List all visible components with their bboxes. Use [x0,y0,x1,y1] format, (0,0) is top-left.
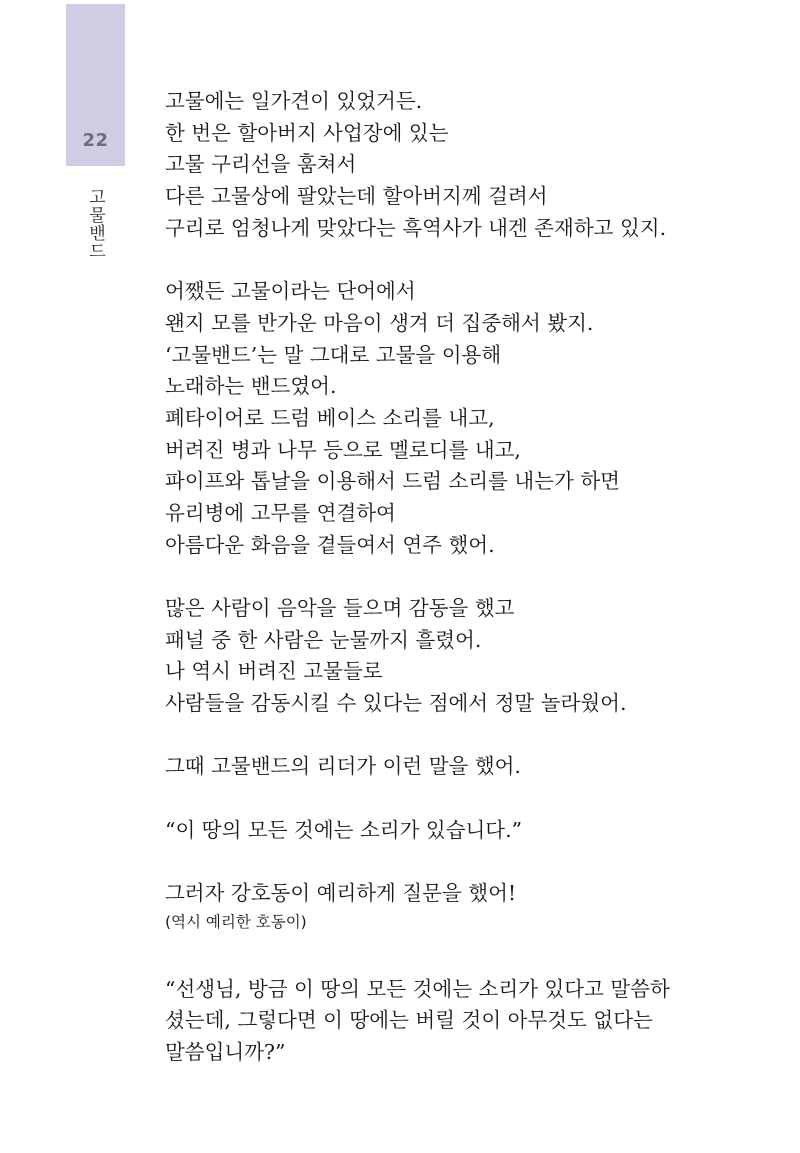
paragraph-gap [165,847,725,879]
text-line: 폐타이어로 드럼 베이스 소리를 내고, [165,405,495,430]
text-line: 왠지 모를 반가운 마음이 생겨 더 집중해서 봤지. [165,310,594,335]
aside-note: (역시 예리한 호동이) [165,912,307,931]
paragraph-gap [165,783,725,815]
text-line: 나 역시 버려진 고물들로 [165,659,383,684]
text-line: 패널 중 한 사람은 눈물까지 흘렸어. [165,627,482,652]
page-number: 22 [82,130,109,151]
text-line: 그때 고물밴드의 리더가 이런 말을 했어. [165,754,521,779]
paragraph-gap [165,720,725,752]
text-line: 아름다운 화음을 곁들여서 연주 했어. [165,532,495,557]
quote-line: 셨는데, 그렇다면 이 땅에는 버릴 것이 아무것도 없다는 [165,1008,653,1033]
text-line: 유리병에 고무를 연결하여 [165,500,396,525]
text-line: 고물에는 일가견이 있었거든. [165,89,423,113]
text-line: 다른 고물상에 팔았는데 할아버지께 걸려서 [165,184,548,209]
paragraph-gap [165,561,725,593]
text-line: 어쨌든 고물이라는 단어에서 [165,279,416,304]
text-line: 한 번은 할아버지 사업장에 있는 [165,120,449,145]
quote-line: “이 땅의 모든 것에는 소리가 있습니다.” [165,817,523,842]
text-line: ‘고물밴드’는 말 그대로 고물을 이용해 [165,342,502,367]
paragraph-gap [165,942,725,974]
text-line: 파이프와 톱날을 이용해서 드럼 소리를 내는가 하면 [165,469,620,494]
text-line: 사람들을 감동시킬 수 있다는 점에서 정말 놀라웠어. [165,691,627,716]
text-line: 많은 사람이 음악을 들으며 감동을 했고 [165,596,515,620]
body-text [165,86,725,1069]
running-title: 고물밴드 [85,188,105,260]
text-line: 버려진 병과 나무 등으로 멜로디를 내고, [165,437,521,462]
quote-line: 말씀입니까?” [165,1039,286,1064]
text-line: 구리로 엄청나게 맞았다는 흑역사가 내겐 존재하고 있지. [165,215,667,240]
text-line: 노래하는 밴드였어. [165,374,337,399]
text-line: 고물 구리선을 훔쳐서 [165,152,357,177]
paragraph-gap [165,244,725,276]
text-line: 그러자 강호동이 예리하게 질문을 했어! [165,881,517,906]
quote-line: “선생님, 방금 이 땅의 모든 것에는 소리가 있다고 말씀하 [165,976,670,1001]
